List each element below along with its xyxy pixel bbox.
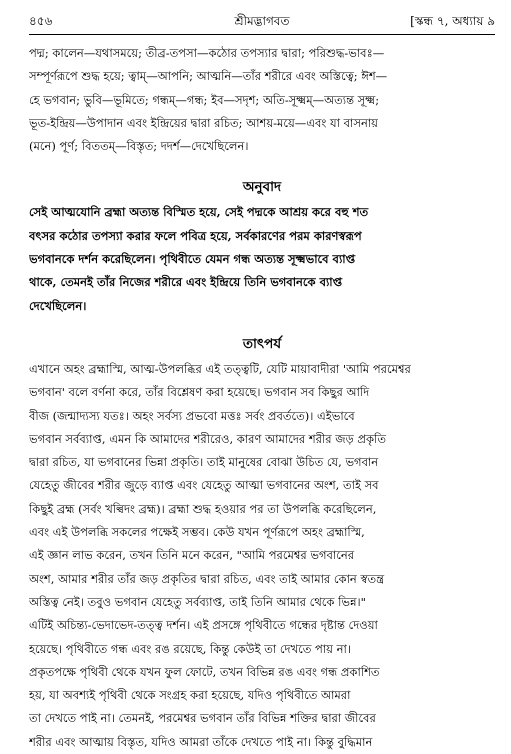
chapter-location: [স্কন্ধ ৭, অধ্যায় ৯ [410,14,495,28]
purport-line: ভগবান' বলে বর্ণনা করে, তাঁর বিশ্লেষণ করা হয়েছে। ভগবান সব কিছুর আদি [29,385,370,400]
purport-line: কিছুই ব্রহ্ম (সর্বং খল্বিদং ব্রহ্ম)। ব্রহ্মা শুদ্ধ হওয়ার পর তা উপলব্ধি করেছিলেন, [29,501,377,516]
purport-heading: তাৎপর্য [242,335,282,352]
translation-line: দেখেছিলেন। [29,298,87,313]
synonym-line: হে ভগবান; ভুবি—ভূমিতে; গন্ধম্—গন্ধ; ইব—সদৃশ; অতি-সূক্ষ্মম্—অত্যন্ত সূক্ষ্ম; [29,92,380,107]
translation-heading: অনুবাদ [242,179,282,196]
page-header [29,13,495,31]
header-rule [29,34,495,35]
purport-line: হয়েছে। পৃথিবীতে গন্ধ এবং রঙ রয়েছে, কিন্তু কেউই তা দেখতে পায় না। [29,641,351,656]
purport-line: অস্তিত্ব নেই। তবুও ভগবান যেহেতু সর্বব্যাপ্ত, তাই তিনি আমার থেকে ভিন্ন।" [29,594,366,609]
synonym-line: ভূত-ইন্দ্রিয়—উপাদান এবং ইন্দ্রিয়ের দ্বারা রচিত; আশয়-ময়ে—এবং যা বাসনায় [29,115,378,130]
purport-line: অংশ, আমার শরীর তাঁর জড় প্রকৃতির দ্বারা রচিত, এবং তাই আমার কোন স্বতন্ত্র [29,571,385,586]
purport-line: প্রকৃতপক্ষে পৃথিবী থেকে যখন ফুল ফোটে, তখন বিভিন্ন রঙ এবং গন্ধ প্রকাশিত [29,664,380,679]
purport-line: শরীর এবং আত্মায় বিস্তৃত, যদিও আমরা তাঁকে দেখতে পাই না। কিন্তু বুদ্ধিমান [29,734,373,749]
translation-line: ভগবানকে দর্শন করেছিলেন। পৃথিবীতে যেমন গন্ধ অত্যন্ত সূক্ষ্মভাবে ব্যাপ্ত [29,252,356,267]
synonym-line: (মনে) পূর্ণ; বিততম্—বিস্তৃত; দদর্শ—দেখেছিলেন। [29,139,249,154]
synonyms-section [29,42,495,158]
page-body [29,42,495,754]
translation-line: থাকে, তেমনই তাঁর নিজের শরীরে এবং ইন্দ্রিয়ে তিনি ভগবানকে ব্যাপ্ত [29,275,343,290]
purport-line: তা দেখতে পাই না। তেমনই, পরমেশ্বর ভগবান তাঁর বিভিন্ন শক্তির দ্বারা জীবের [29,711,376,726]
purport-line: বীজ (জন্মাদ্যস্য যতঃ। অহং সর্বস্য প্রভবো মত্তঃ সর্বং প্রবর্ততে)। এইভাবে [29,408,355,423]
purport-line: এটিই অচিন্ত্য-ভেদাভেদ-তত্ত্ব দর্শন। এই প্রসঙ্গে পৃথিবীতে গন্ধের দৃষ্টান্ত দেওয়া [29,618,378,633]
purport-line: যেহেতু জীবের শরীর জুড়ে ব্যাপ্ত এবং যেহেতু আত্মা ভগবানের অংশ, তাই সব [29,478,379,493]
purport-line: এখানে অহং ব্রহ্মাস্মি, আত্ম-উপলব্ধির এই তত্ত্বটি, যেটি মায়াবাদীরা 'আমি পরমেশ্বর [29,361,411,376]
purport-line: দ্বারা রচিত, যা ভগবানের ভিন্না প্রকৃতি। তাই মানুষের বোঝা উচিত যে, ভগবান [29,455,379,470]
page-number: ৪৫৬ [29,14,53,28]
purport-line: এই জ্ঞান লাভ করেন, তখন তিনি মনে করেন, "আমি পরমেশ্বর ভগবানের [29,548,355,563]
purport-line: হয়, যা অবশ্যই পৃথিবী থেকে সংগ্রহ করা হয়েছে, যদিও পৃথিবীতে আমরা [29,688,351,703]
purport-line: ভগবান সর্বব্যাপ্ত, এমন কি আমাদের শরীরেও, কারণ আমাদের শরীর জড় প্রকৃতি [29,431,386,446]
translation-line: সেই আত্মযোনি ব্রহ্মা অত্যন্ত বিস্মিত হয়ে, সেই পদ্মকে আশ্রয় করে বহু শত [29,205,369,220]
book-title: শ্রীমদ্ভাগবত [234,14,290,28]
translation-section [29,201,495,317]
synonym-line: পদ্ম; কালেন—যথাসময়ে; তীব্র-তপসা—কঠোর তপস্যার দ্বারা; পরিশুদ্ধ-ভাবঃ— [29,46,385,60]
purport-line: এবং এই উপলব্ধি সকলের পক্ষেই সম্ভব। কেউ যখন পূর্ণরূপে অহং ব্রহ্মাস্মি, [29,525,365,540]
translation-line: বৎসর কঠোর তপস্যা করার ফলে পবিত্র হয়ে, সর্বকারণের পরম কারণস্বরূপ [29,228,362,243]
purport-section [29,358,495,754]
synonym-line: সম্পূর্ণরূপে শুদ্ধ হয়ে; ত্বাম্—আপনি; আত্মনি—তাঁর শরীরে এবং অস্তিত্বে; ঈশ— [29,69,388,84]
